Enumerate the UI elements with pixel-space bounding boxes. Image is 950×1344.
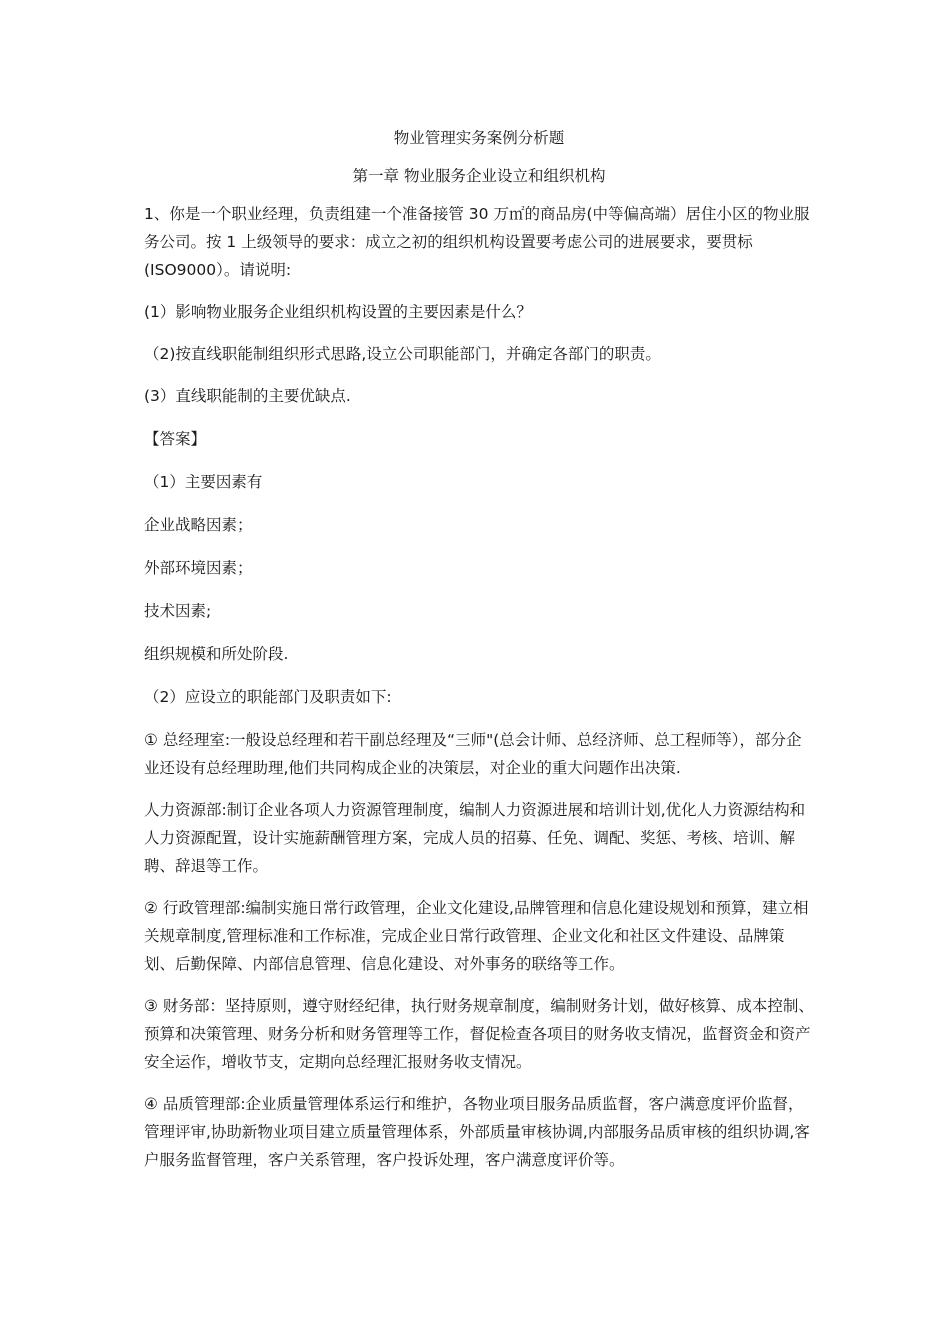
answer-label: 【答案】 (144, 430, 207, 448)
sub-question-1: (1）影响物业服务企业组织机构设置的主要因素是什么？ (144, 303, 532, 321)
department-item: ③ 财务部：坚持原则，遵守财经纪律，执行财务规章制度，编制财务计划，做好核算、成本控制、预算和决策管理、财务分析和财务管理等工作，督促检查各项目的财务收支情况，监督资金和资产安全运作，增收节支，定期向总经理汇报财务收支情况。 (144, 997, 814, 1071)
factor-item: 组织规模和所处阶段. (144, 645, 289, 663)
question-paragraph: 1、你是一个职业经理，负责组建一个准备接管 30 万㎡的商品房(中等偏高端）居住小区的物业服务公司。按 1 上级领导的要求：成立之初的组织机构设置要考虑公司的进展要求，要贯标(ISO9000）。请说明: (144, 205, 810, 279)
answer-1-heading: （1）主要因素有 (144, 473, 263, 491)
document-body (144, 124, 814, 1188)
factor-item: 企业战略因素； (144, 516, 253, 534)
answer-2-heading: （2）应设立的职能部门及职责如下: (144, 688, 392, 706)
department-item: ② 行政管理部:编制实施日常行政管理，企业文化建设,品牌管理和信息化建设规划和预算，建立相关规章制度,管理标准和工作标准，完成企业日常行政管理、企业文化和社区文件建设、品牌策划、后勤保障、内部信息管理、信息化建设、对外事务的联络等工作。 (144, 899, 809, 973)
sub-question-3: (3）直线职能制的主要优缺点. (144, 387, 351, 405)
chapter-heading: 第一章 物业服务企业设立和组织机构 (352, 167, 606, 185)
department-item: ④ 品质管理部:企业质量管理体系运行和维护，各物业项目服务品质监督，客户满意度评价监督，管理评审,协助新物业项目建立质量管理体系，外部质量审核协调,内部服务品质审核的组织协调,客户服务监督管理，客户关系管理，客户投诉处理，客户满意度评价等。 (144, 1095, 810, 1169)
factor-item: 技术因素; (144, 602, 212, 620)
sub-question-2: （2)按直线职能制组织形式思路,设立公司职能部门，并确定各部门的职责。 (144, 345, 661, 363)
document-title: 物业管理实务案例分析题 (393, 129, 565, 147)
factor-item: 外部环境因素； (144, 559, 253, 577)
department-item: ① 总经理室:一般设总经理和若干副总经理及“三师"(总会计师、总经济师、总工程师等），部分企业还设有总经理助理,他们共同构成企业的决策层，对企业的重大问题作出决策. (144, 731, 802, 777)
department-item: 人力资源部:制订企业各项人力资源管理制度，编制人力资源进展和培训计划,优化人力资源结构和人力资源配置，设计实施薪酬管理方案，完成人员的招募、任免、调配、奖惩、考核、培训、解聘、辞退等工作。 (144, 801, 806, 875)
